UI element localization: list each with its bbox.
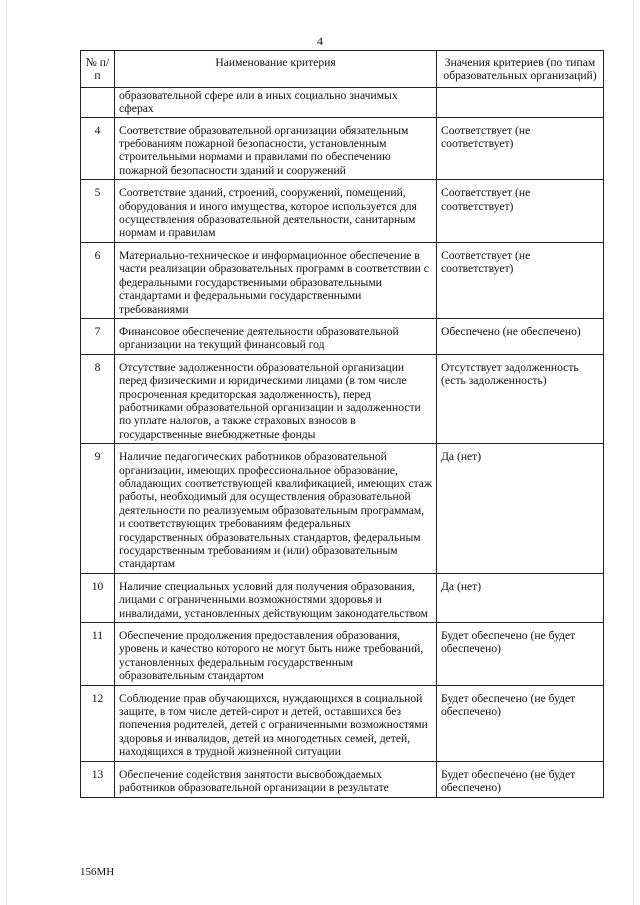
table-header-row (81, 51, 604, 88)
cell-name: Соответствие зданий, строений, сооружений, помещений, оборудования и иного имущества, которое используется для осуществления образовательной деятельности, санитарным нормам и правилам (115, 180, 437, 243)
cell-num: 8 (81, 354, 115, 443)
cell-name: Наличие специальных условий для получения образования, лицами с ограниченными возможностями здоровья и инвалидами, установленных действующим законодательством (115, 573, 437, 622)
table-row (81, 623, 604, 686)
cell-name: Отсутствие задолженности образовательной организации перед физическими и юридическими лицами (в том числе просроченная кредиторская задолженность), перед работниками образовательной организации и задолженности по уплате налогов, а также страховых взносов в государственные внебюджетные фонды (115, 354, 437, 443)
cell-value: Будет обеспечено (не будет обеспечено) (437, 761, 604, 797)
table-row (81, 685, 604, 761)
cell-num (81, 87, 115, 117)
cell-num: 7 (81, 318, 115, 354)
cell-value: Обеспечено (не обеспечено) (437, 318, 604, 354)
cell-num: 10 (81, 573, 115, 622)
header-value: Значения критериев (по типам образовательных организаций) (437, 51, 604, 88)
scan-edge-left (6, 0, 7, 905)
table-row (81, 117, 604, 180)
criteria-table (80, 50, 604, 798)
cell-name: Финансовое обеспечение деятельности образовательной организации на текущий финансовый год (115, 318, 437, 354)
cell-value: Будет обеспечено (не будет обеспечено) (437, 623, 604, 686)
cell-value: Да (нет) (437, 573, 604, 622)
cell-value (437, 87, 604, 117)
cell-name: Обеспечение продолжения предоставления образования, уровень и качество которого не могут быть ниже требований, установленных федеральным государственным образовательным стандартом (115, 623, 437, 686)
table-row (81, 444, 604, 574)
table-row-continuation (81, 87, 604, 117)
header-name: Наименование критерия (115, 51, 437, 88)
scan-edge-right (633, 0, 634, 905)
page-number: 4 (317, 34, 323, 48)
cell-value: Да (нет) (437, 444, 604, 574)
table-row (81, 180, 604, 243)
cell-name: Соответствие образовательной организации обязательным требованиям пожарной безопасности, установленным строительными нормами и правилами по обеспечению пожарной безопасности зданий и сооружений (115, 117, 437, 180)
table-row (81, 573, 604, 622)
cell-num: 5 (81, 180, 115, 243)
table-row (81, 318, 604, 354)
cell-num: 12 (81, 685, 115, 761)
cell-num: 13 (81, 761, 115, 797)
cell-num: 6 (81, 242, 115, 318)
cell-num: 11 (81, 623, 115, 686)
cell-value: Соответствует (не соответствует) (437, 180, 604, 243)
cell-name: Материально-техническое и информационное обеспечение в части реализации образовательных программ в соответствии с федеральными государственными образовательными стандартами и федеральными государственными требованиями (115, 242, 437, 318)
cell-value: Отсутствует задолженность (есть задолженность) (437, 354, 604, 443)
table-row (81, 354, 604, 443)
cell-name: Наличие педагогических работников образовательной организации, имеющих профессиональное образование, обладающих соответствующей квалификацией, имеющих стаж работы, необходимый для осуществления образовательной деятельности по реализуемым образовательным программам, и соответствующих требованиям федеральных государственных образовательных стандартов, федеральным государственным требованиям и (или) образовательным стандартам (115, 444, 437, 574)
cell-value: Соответствует (не соответствует) (437, 117, 604, 180)
cell-name: Обеспечение содействия занятости высвобождаемых работников образовательной организации в результате (115, 761, 437, 797)
table-row (81, 761, 604, 797)
document-code: 156МН (80, 866, 115, 878)
cell-num: 4 (81, 117, 115, 180)
cell-value: Будет обеспечено (не будет обеспечено) (437, 685, 604, 761)
cell-name: образовательной сфере или в иных социально значимых сферах (115, 87, 437, 117)
cell-value: Соответствует (не соответствует) (437, 242, 604, 318)
header-num: № п/п (81, 51, 115, 88)
cell-num: 9 (81, 444, 115, 574)
table-row (81, 242, 604, 318)
cell-name: Соблюдение прав обучающихся, нуждающихся в социальной защите, в том числе детей-сирот и детей, оставшихся без попечения родителей, детей с ограниченными возможностями здоровья и инвалидов, детей из многодетных семей, детей, находящихся в трудной жизненной ситуации (115, 685, 437, 761)
